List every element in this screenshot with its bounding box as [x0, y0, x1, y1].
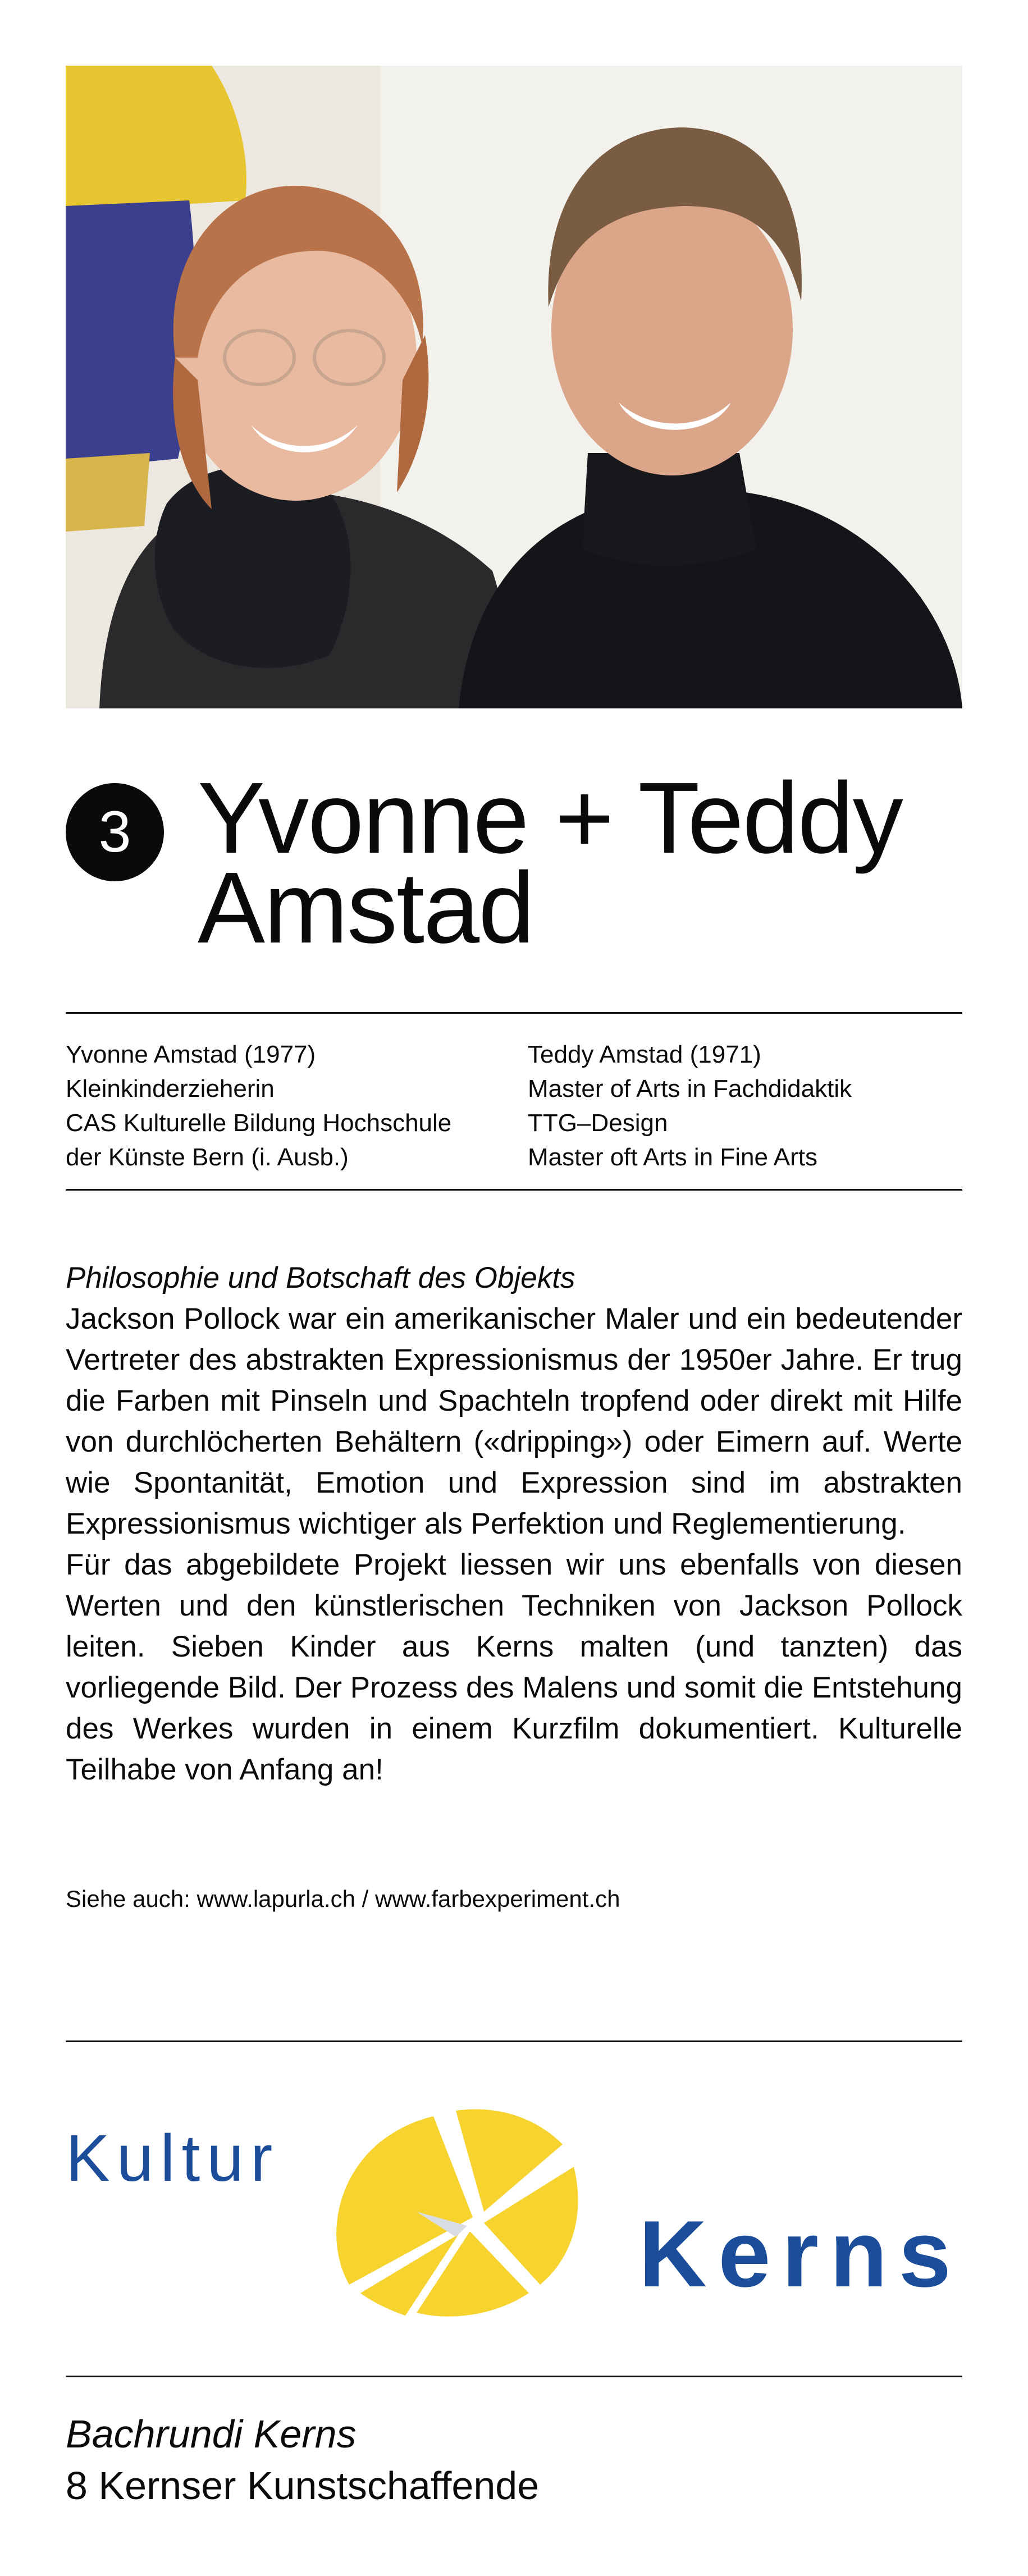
divider-logo-top	[66, 2040, 962, 2042]
logo-word-kerns: Kerns	[638, 2201, 962, 2307]
body-paragraph: Für das abgebildete Projekt liessen wir uns ebenfalls von diesen Werten und den künstlerischen Techniken von Jackson Pollock leiten. Sieben Kinder aus Kerns malten (und tanzten) das vorliegende Bild. Der Prozess des Malens und somit die Entstehung des Werkes wurden in einem Kurzfilm dokumentiert. Kulturelle Teilhabe von Anfang an!	[66, 1548, 962, 1786]
credential-line: Master oft Arts in Fine Arts	[528, 1143, 817, 1171]
footer-subtitle: 8 Kernser Kunstschaffende	[66, 2464, 540, 2508]
footer	[66, 2408, 539, 2511]
number-badge: 3	[66, 783, 164, 881]
credential-line: der Künste Bern (i. Ausb.)	[66, 1143, 349, 1171]
kultur-kerns-logo	[66, 2099, 962, 2335]
page-title	[198, 762, 961, 964]
title-line-2: Amstad	[198, 852, 534, 964]
footer-place: Bachrundi Kerns	[66, 2412, 357, 2456]
divider-top	[66, 1012, 962, 1014]
see-also-links: Siehe auch: www.lapurla.ch / www.farbexperiment.ch	[66, 1886, 620, 1912]
credentials-teddy	[528, 1037, 852, 1174]
credential-line: Master of Arts in Fachdidaktik	[528, 1075, 852, 1102]
divider-footer	[66, 2376, 962, 2377]
body-text	[66, 1257, 962, 1790]
portrait-photo-icon	[66, 66, 962, 708]
credential-line: Teddy Amstad (1971)	[528, 1041, 761, 1068]
portrait-photo	[66, 66, 962, 708]
credential-line: CAS Kulturelle Bildung Hochschule	[66, 1109, 452, 1137]
logo-mark-icon	[316, 2099, 585, 2324]
body-paragraph: Jackson Pollock war ein amerikanischer Maler und ein bedeutender Vertreter des abstrakten Expressionismus der 1950er Jahre. Er trug die Farben mit Pinseln und Spachteln tropfend oder direkt mit Hilfe von durchlöcherten Behältern («dripping») oder Eimern auf. Werte wie Spontanität, Emotion und Expression sind im abstrakten Expressionismus wichtiger als Perfektion und Reglementierung.	[66, 1302, 962, 1540]
title-line-1: Yvonne + Teddy	[198, 762, 902, 875]
credentials-yvonne	[66, 1037, 451, 1174]
credential-line: TTG–Design	[528, 1109, 668, 1137]
credential-line: Kleinkinderzieherin	[66, 1075, 275, 1102]
credential-line: Yvonne Amstad (1977)	[66, 1041, 316, 1068]
body-subhead: Philosophie und Botschaft des Objekts	[66, 1261, 575, 1294]
logo-word-kultur: Kultur	[66, 2121, 280, 2195]
divider-credentials	[66, 1189, 962, 1191]
